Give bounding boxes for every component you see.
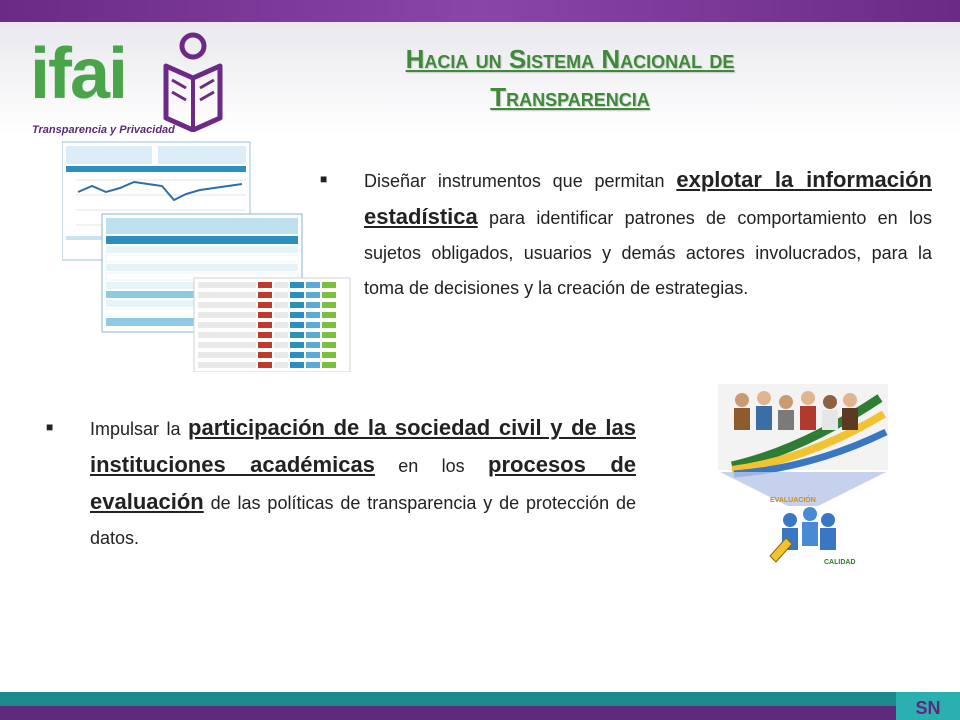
emphasis-explotar: explotar la información estadística <box>364 167 932 229</box>
square-bullet-icon: ■ <box>320 172 328 186</box>
evaluation-illustration <box>712 380 894 570</box>
statistics-tables-image <box>62 140 352 372</box>
sn-badge: SN <box>896 692 960 720</box>
bullet-1-text: Diseñar instrumentos que permitan explotar la información estadística para identificar patrones de comportamiento en los sujetos obligados, usuarios y demás actores involucrados, para la toma de decisiones y la creación de estrategias. <box>364 167 932 298</box>
bullet-estadistica <box>320 162 932 306</box>
square-bullet-icon: ■ <box>46 420 54 434</box>
book-figure-icon <box>158 32 228 132</box>
emphasis-participacion: participación de la sociedad civil y de las instituciones académicas <box>90 415 636 477</box>
top-bar <box>0 0 960 22</box>
evaluacion-label: EVALUACIÓN <box>770 497 816 504</box>
slide-title <box>250 40 890 116</box>
emphasis-procesos: procesos de evaluación <box>90 452 636 514</box>
logo-tagline: Transparencia y Privacidad <box>32 124 175 136</box>
calidad-label: CALIDAD <box>824 559 856 566</box>
title-line-2: Transparencia <box>490 82 650 112</box>
ifai-logo <box>30 32 230 140</box>
bullet-participacion <box>46 410 636 556</box>
bullet-2-text: Impulsar la participación de la sociedad civil y de las instituciones académicas en los procesos de evaluación de las políticas de transparencia y de protección de datos. <box>90 415 636 548</box>
title-line-1: Hacia un Sistema Nacional de <box>405 44 735 74</box>
footer-stripe <box>0 706 960 720</box>
logo-wordmark: ifai <box>30 34 127 114</box>
